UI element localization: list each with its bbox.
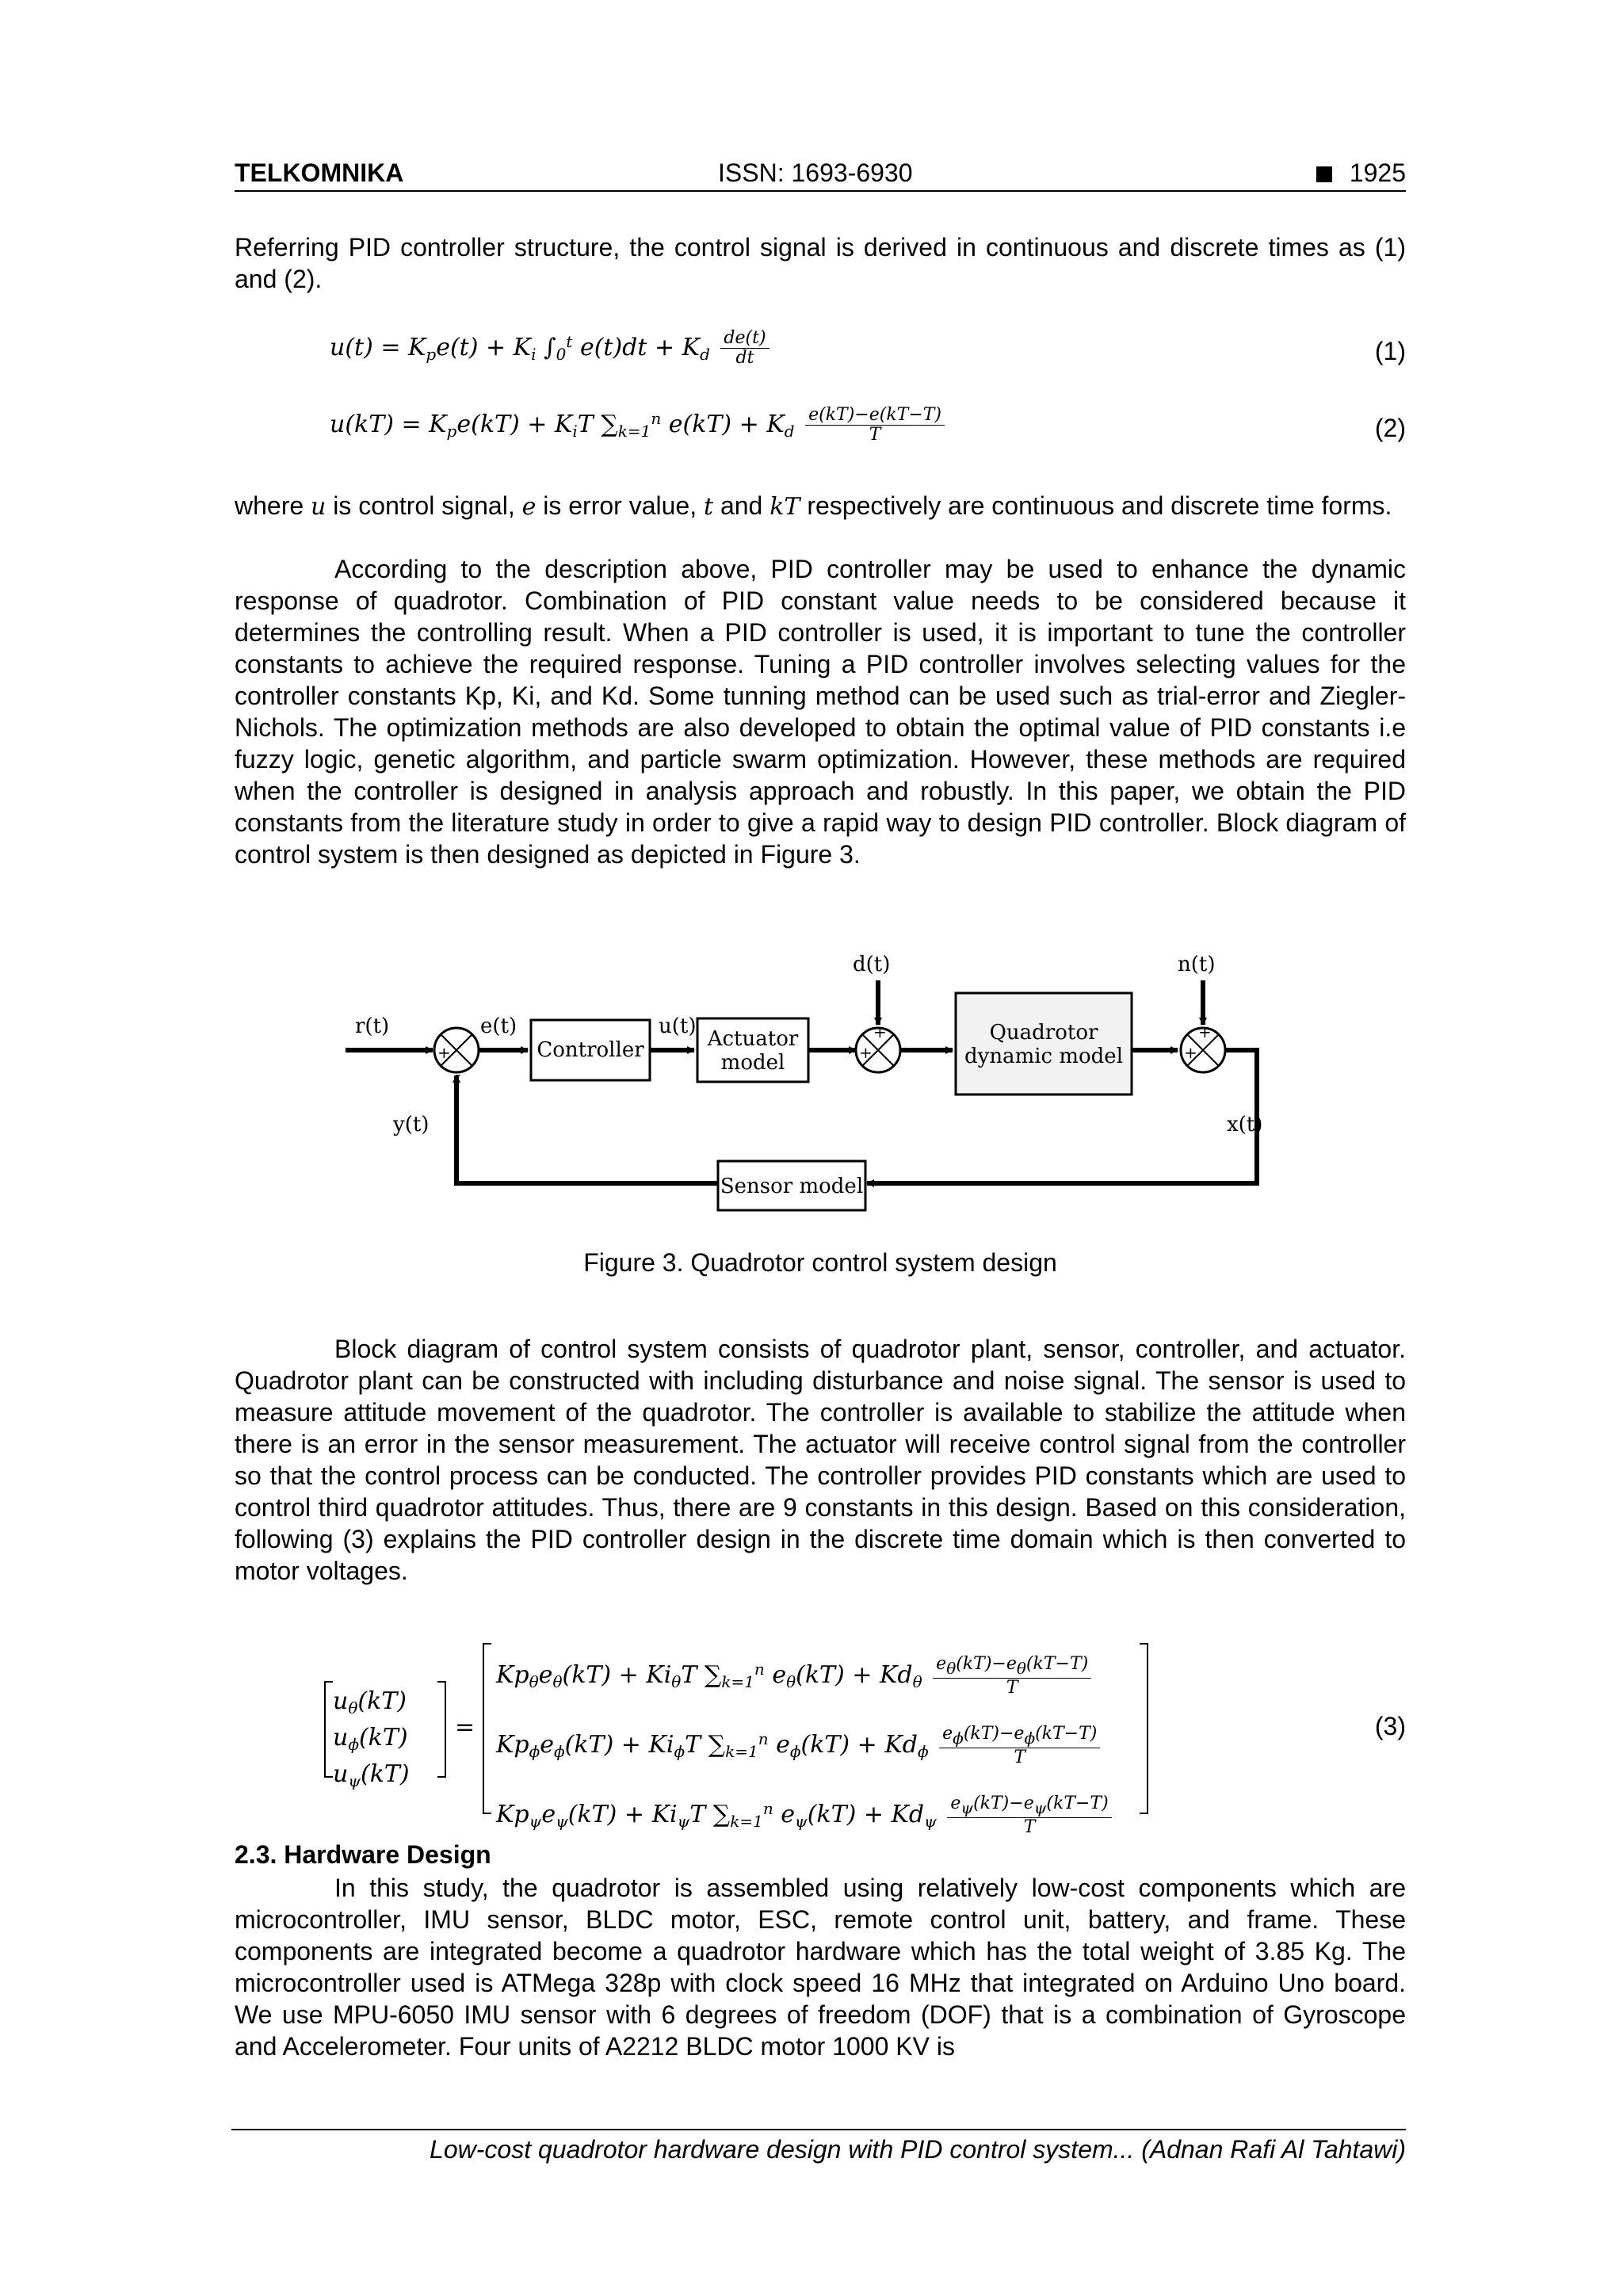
- paragraph-intro: Referring PID controller structure, the control signal is derived in continuous and discrete times as (1) and (2).: [235, 233, 1406, 293]
- equation-3: $u_\theta(kT)$ $u_\phi(kT)$ $u_\psi(kT)$ = $Kp_\theta e_\theta(kT) + Ki_\theta T$ $\sum_{k=1}^n$ $e_\theta(kT) + Kd_\theta$ $\frac{e\theta(kT)-e\theta(kT-T)}{T}$ $Kp_\phi e_\phi(kT) + Ki_\phi T$ $\sum_{k=1}^n$ $e_\phi(kT) + Kd_\phi$ $\frac{e\phi(kT)-e\phi(kT-T)}{T}$ $Kp_\psi e_\psi(kT) + Ki_\psi T$ $\sum_{k=1}^n$ $e_\psi(kT) + Kd_\psi$ $\frac{e\psi(kT)-e\psi(kT-T)}{T}$ (3): [322, 1641, 1406, 1815]
- text-segment: is control signal,: [326, 491, 522, 520]
- label-r: r(t): [355, 1014, 390, 1038]
- label-y: y(t): [393, 1113, 430, 1137]
- issn: ISSN: 1693-6930: [718, 159, 913, 187]
- paragraph-pid-description: According to the description above, PID controller may be used to enhance the dynamic response of quadrotor. Combination of PID constant value needs to be considered because it determines the controlling result. When a PID controller is used, it is important to tune the controller constants to achieve the required response. Tuning a PID controller involves selecting values for the controller constants Kp, Ki, and Kd. Some tunning method can be used such as trial-error and Ziegler-Nichols. The optimization methods are also developed to obtain the optimal value of PID constants i.e fuzzy logic, genetic algorithm, and particle swarm optimization. However, these methods are required when the controller is designed in analysis approach and robustly. In this paper, we obtain the PID constants from the literature study in order to give a rapid way to design PID controller. Block diagram of control system is then designed as depicted in Figure 3.: [235, 555, 1406, 869]
- page-number: [1316, 155, 1406, 190]
- page-footer: Low-cost quadrotor hardware design with PID control system... (Adnan Rafi Al Tahtawi): [430, 2135, 1406, 2164]
- actuator-label-2: model: [720, 1051, 785, 1075]
- text-segment: and: [713, 491, 770, 520]
- controller-label: Controller: [537, 1038, 644, 1062]
- figure-caption: Figure 3. Quadrotor control system design: [583, 1248, 1057, 1277]
- square-bullet-icon: [1316, 166, 1332, 182]
- sign-plus-1: +: [437, 1043, 451, 1062]
- equation-2: $u(kT) = K_pe(kT) + K_iT$ $\sum_{k=1}^n$ $e(kT) + K_d$ $\frac{e(kT)-e(kT-T)}{T}$ (2): [330, 405, 1406, 445]
- label-n: n(t): [1178, 953, 1216, 976]
- paragraph-block-diagram: Block diagram of control system consists of quadrotor plant, sensor, controller, and actuator. Quadrotor plant can be constructed with including disturbance and noise signal. The sensor is used to measure attitude movement of the quadrotor. The controller is available to stabilize the attitude when there is an error in the sensor measurement. The actuator will receive control signal from the controller so that the control process can be conducted. The controller provides PID constants which are used to control third quadrotor attitudes. Thus, there are 9 constants in this design. Based on this consideration, following (3) explains the PID controller design in the discrete time domain which is then converted to motor voltages.: [235, 1335, 1406, 1585]
- symbol-t: t: [703, 493, 714, 521]
- label-u: u(t): [659, 1014, 697, 1038]
- sign-plus-2: +: [859, 1043, 873, 1062]
- label-e: e(t): [480, 1014, 517, 1038]
- symbol-kT: kT: [769, 493, 800, 521]
- header-rule: [235, 190, 1406, 192]
- journal-name: TELKOMNIKA: [235, 159, 404, 187]
- sign-minus-1: -: [455, 1065, 461, 1085]
- symbol-e: e: [521, 493, 537, 521]
- label-d: d(t): [853, 953, 891, 976]
- equation-1-number: (1): [1374, 337, 1406, 365]
- line-feedback: [456, 1075, 718, 1183]
- sign-plus-4: +: [1184, 1043, 1197, 1062]
- sensor-label: Sensor model: [720, 1175, 864, 1198]
- equation-2-number: (2): [1374, 414, 1406, 442]
- sign-plus-3: +: [873, 1022, 887, 1041]
- block-diagram-figure: [346, 947, 1518, 1240]
- actuator-label-1: Actuator: [707, 1027, 799, 1051]
- equation-1: $u(t) = K_pe(t) + K_i$ $\int_0^t$ $e(t)dt + K_d$ $\frac{de(t)}{dt}$ (1): [330, 328, 1406, 368]
- paper-page: [235, 0, 1406, 2296]
- section-heading: 2.3. Hardware Design: [235, 1840, 491, 1869]
- label-x: x(t): [1227, 1113, 1263, 1137]
- footer-rule: [231, 2129, 1406, 2130]
- paragraph-where: [235, 490, 1406, 523]
- paragraph-hardware: In this study, the quadrotor is assembled using relatively low-cost components which are microcontroller, IMU sensor, BLDC motor, ESC, remote control unit, battery, and frame. These components are integrated become a quadrotor hardware which has the total weight of 3.85 Kg. The microcontroller used is ATMega 328p with clock speed 16 MHz that integrated on Arduino Uno board. We use MPU-6050 IMU sensor with 6 degrees of freedom (DOF) that is a combination of Gyroscope and Accelerometer. Four units of A2212 BLDC motor 1000 KV is: [235, 1874, 1406, 2061]
- text-segment: respectively are continuous and discrete time forms.: [800, 491, 1392, 520]
- quadrotor-label-1: Quadrotor: [989, 1021, 1098, 1045]
- text-segment: is error value,: [536, 491, 704, 520]
- text-where: where: [235, 491, 304, 520]
- quadrotor-label-2: dynamic model: [964, 1045, 1124, 1068]
- sign-plus-5: +: [1198, 1022, 1212, 1041]
- page-header: [235, 155, 1406, 190]
- equation-3-number: (3): [1374, 1712, 1406, 1740]
- symbol-u: u: [311, 493, 327, 521]
- page-number-text: 1925: [1349, 159, 1406, 187]
